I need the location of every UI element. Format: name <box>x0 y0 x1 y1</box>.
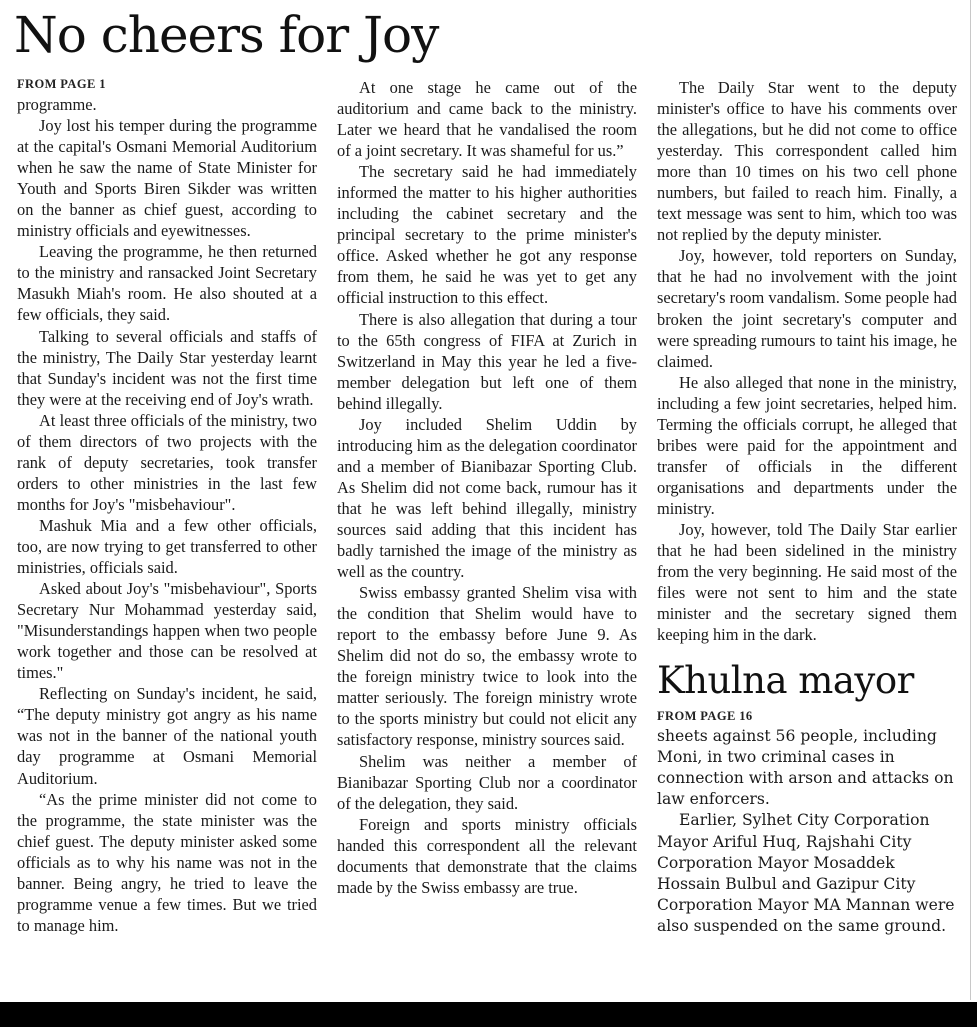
article-headline: No cheers for Joy <box>14 6 439 64</box>
article-paragraph: There is also allegation that during a tour to the 65th congress of FIFA at Zurich in Switzerland in May this year he led a five-member delegation but left one of them behind illegally. <box>337 309 637 413</box>
second-article-headline: Khulna mayor <box>657 659 914 703</box>
text-column-2 <box>337 77 637 898</box>
text-column-1 <box>17 77 317 936</box>
article-paragraph: Swiss embassy granted Shelim visa with the condition that Shelim would have to report to the embassy before June 9. As Shelim did not do so, the embassy wrote to the foreign ministry twice to look into the matter seriously. The foreign ministry wrote to the sports ministry but could not elicit any satisfactory response, ministry sources said. <box>337 583 637 750</box>
article-paragraph: Joy, however, told reporters on Sunday, that he had no involvement with the joint secretary's room vandalism. Some people had broken the joint secretary's computer and were spreading rumours to taint his image, he claimed. <box>657 246 957 371</box>
article-paragraph: Joy, however, told The Daily Star earlier that he had been sidelined in the ministry from the very beginning. He said most of the files were not sent to him and the state minister and the secretary signed them keeping him in the dark. <box>657 519 957 645</box>
article-paragraph: He also alleged that none in the ministry, including a few joint secretaries, helped him. Terming the officials corrupt, he alleged that bribes were paid for the appointment and transfer of officials in the different organisations and departments under the ministry. <box>657 372 957 518</box>
article-paragraph: Joy lost his temper during the programme at the capital's Osmani Memorial Auditorium when he saw the name of State Minister for Youth and Sports Biren Sikder was written on the banner as chief guest, according to ministry officials and eyewitnesses. <box>17 116 317 241</box>
jump-line: FROM PAGE 1 <box>17 77 106 91</box>
article-paragraph: At one stage he came out of the auditorium and came back to the ministry. Later we heard that he vandalised the room of a joint secretary. It was shameful for us.” <box>337 78 637 161</box>
text-column-3 <box>657 77 957 937</box>
article-paragraph: Leaving the programme, he then returned to the ministry and ransacked Joint Secretary Masukh Miah's room. He also shouted at a few officials, they said. <box>17 242 317 325</box>
jump-line: FROM PAGE 16 <box>657 709 753 724</box>
article-paragraph: The secretary said he had immediately informed the matter to his higher authorities including the cabinet secretary and the principal secretary to the prime minister's office. Asked whether he got any response from them, he said he was yet to get any official instruction to this effect. <box>337 162 637 308</box>
article-paragraph: “As the prime minister did not come to the programme, the state minister was the chief guest. The deputy minister asked some officials as to why his name was not in the banner. Being angry, he tried to leave the programme venue a few times. But we tried to manage him. <box>17 789 317 935</box>
second-article-body <box>657 726 957 936</box>
article-paragraph: Mashuk Mia and a few other officials, too, are now trying to get transferred to other ministries, officials said. <box>17 515 317 578</box>
article-paragraph: The Daily Star went to the deputy minister's office to have his comments over the allegations, but he did not come to office yesterday. This correspondent called him more than 10 times on his two cell phone numbers, but failed to reach him. Finally, a text message was sent to him, which too was not replied by the deputy minister. <box>657 78 957 245</box>
article-paragraph: Foreign and sports ministry officials handed this correspondent all the relevant documents that demonstrate that the claims made by the Swiss embassy are true. <box>337 814 637 897</box>
article-paragraph: Talking to several officials and staffs of the ministry, The Daily Star yesterday learnt that Sunday's incident was not the first time they were at the receiving end of Joy's wrath. <box>17 326 317 409</box>
column-rule <box>970 0 971 1000</box>
article-paragraph: At least three officials of the ministry, two of them directors of two projects with the rank of deputy secretaries, took transfer orders to other ministries in the last few months for Joy's "misbehaviour". <box>17 410 317 514</box>
article-paragraph: Shelim was neither a member of Bianibazar Sporting Club nor a coordinator of the delegation, they said. <box>337 751 637 813</box>
article-paragraph: Reflecting on Sunday's incident, he said, “The deputy ministry got angry as his name was not in the banner of the national youth day programme at Osmani Memorial Auditorium. <box>17 684 317 788</box>
article-paragraph: sheets against 56 people, including Moni, in two criminal cases in connection with arson and attacks on law enforcers. <box>657 727 954 809</box>
article-paragraph: Earlier, Sylhet City Corporation Mayor Ariful Huq, Rajshahi City Corporation Mayor Mosaddek Hossain Bulbul and Gazipur City Corporation Mayor MA Mannan were also suspended on the same ground. <box>657 811 955 935</box>
bottom-border-bar <box>0 1002 977 1027</box>
article-paragraph: Asked about Joy's "misbehaviour", Sports Secretary Nur Mohammad yesterday said, "Misunderstandings happen when two people work together and those can be resolved at times." <box>17 579 317 683</box>
article-paragraph: programme. <box>17 95 97 114</box>
article-paragraph: Joy included Shelim Uddin by introducing him as the delegation coordinator and a member of Bianibazar Sporting Club. As Shelim did not come back, rumour has it that he was left behind illegally, ministry sources said adding that this incident has badly tarnished the image of the ministry as well as the country. <box>337 414 637 582</box>
